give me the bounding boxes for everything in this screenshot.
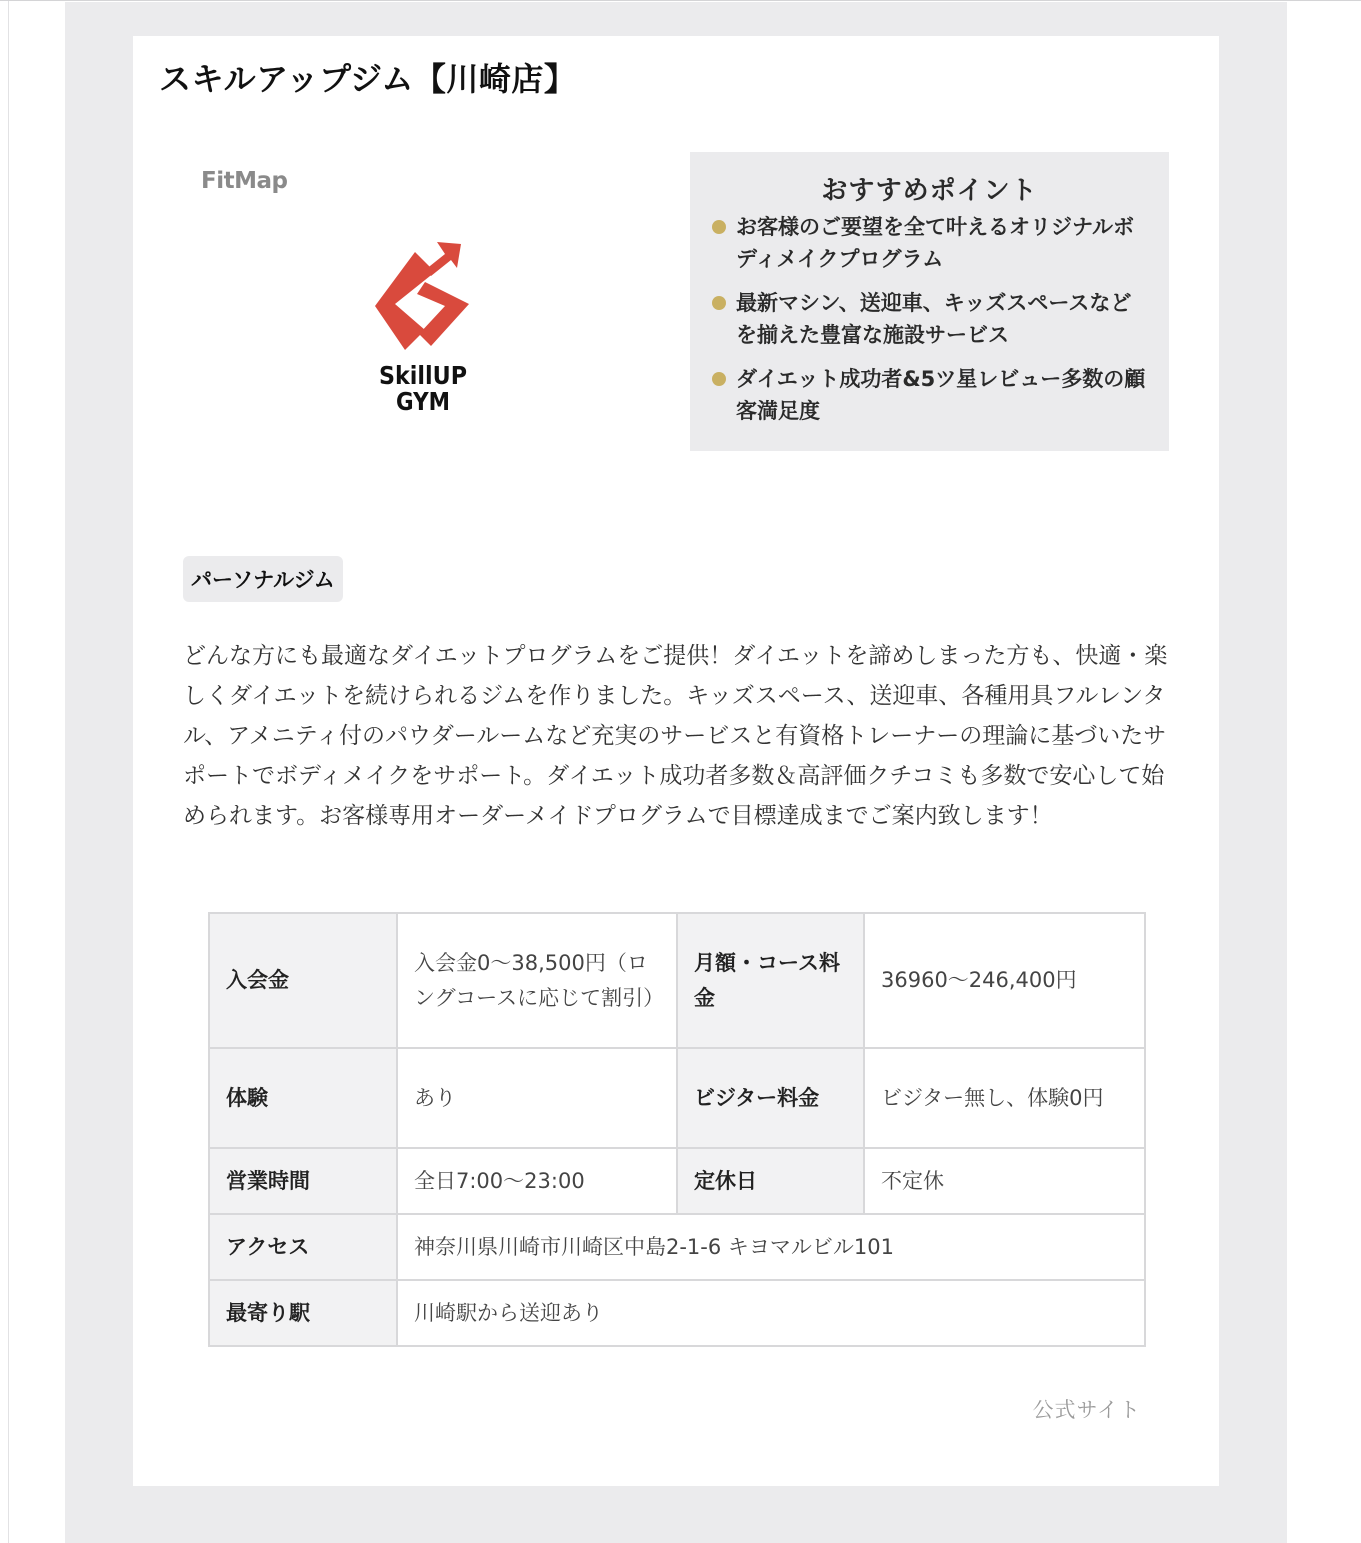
monthly-fee-value: 36960〜246,400円 (864, 913, 1145, 1048)
gym-logo-line2: GYM (396, 387, 450, 412)
category-tag: パーソナルジム (183, 556, 343, 602)
gym-description: どんな方にも最適なダイエットプログラムをご提供！ダイエットを諦めしまった方も、快適・楽しくダイエットを続けられるジムを作りました。キッズスペース、送迎車、各種用具フルレンタル、アメニティ付のパウダールームなど充実のサービスと有資格トレーナーの理論に基づいたサポートでボディメイクをサポート。ダイエット成功者多数＆高評価クチコミも多数で安心して始められます。お客様専用オーダーメイドプログラムで目標達成までご案内致します！ (183, 643, 1168, 829)
holiday-value: 不定休 (864, 1148, 1145, 1214)
gym-title: スキルアップジム【川崎店】 (159, 60, 577, 98)
access-label: アクセス (209, 1214, 397, 1280)
access-value: 神奈川県川崎市川崎区中島2-1-6 キヨマルビル101 (397, 1214, 1145, 1280)
table-row (209, 1148, 1145, 1214)
bullet-dot-icon (712, 296, 726, 310)
recommend-heading: おすすめポイント (821, 176, 1038, 206)
station-label: 最寄り駅 (209, 1280, 397, 1346)
gym-card (133, 36, 1219, 1486)
trial-label: 体験 (209, 1048, 397, 1148)
bullet-dot-icon (712, 220, 726, 234)
table-row (209, 1280, 1145, 1346)
recommend-item-text: ダイエット成功者&5ツ星レビュー多数の顧客満足度 (736, 367, 1146, 423)
gym-info-table (208, 912, 1146, 1347)
visitor-fee-value: ビジター無し、体験0円 (864, 1048, 1145, 1148)
trial-value: あり (397, 1048, 677, 1148)
recommend-item (712, 211, 1147, 275)
station-value: 川崎駅から送迎あり (397, 1280, 1145, 1346)
hours-label: 営業時間 (209, 1148, 397, 1214)
skillup-gym-logo (373, 242, 473, 412)
left-divider (8, 1, 9, 1543)
recommend-item (712, 287, 1147, 351)
admission-value: 入会金0〜38,500円（ロングコースに応じて割引） (397, 913, 677, 1048)
recommend-item-text: 最新マシン、送迎車、キッズスペースなどを揃えた豊富な施設サービス (736, 291, 1132, 347)
gym-logo-area (193, 164, 653, 464)
hours-value: 全日7:00〜23:00 (397, 1148, 677, 1214)
fitmap-watermark: FitMap (201, 168, 288, 194)
table-row (209, 1048, 1145, 1148)
recommend-box (690, 152, 1169, 451)
official-site-link[interactable]: 公式サイト (1032, 1398, 1141, 1422)
admission-label: 入会金 (209, 913, 397, 1048)
recommend-item (712, 363, 1147, 427)
visitor-fee-label: ビジター料金 (677, 1048, 864, 1148)
table-row (209, 1214, 1145, 1280)
holiday-label: 定休日 (677, 1148, 864, 1214)
recommend-item-text: お客様のご要望を全て叶えるオリジナルボディメイクプログラム (736, 215, 1134, 271)
recommend-list (712, 211, 1147, 427)
table-row (209, 913, 1145, 1048)
monthly-fee-label: 月額・コース料金 (677, 913, 864, 1048)
bullet-dot-icon (712, 372, 726, 386)
gym-logo-line1: SkillUP (379, 361, 467, 390)
